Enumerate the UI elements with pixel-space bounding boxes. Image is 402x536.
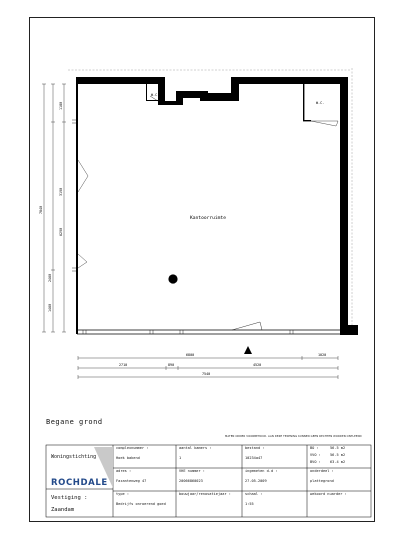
- rochdale-logo: ROCHDALE: [51, 478, 108, 488]
- wekoord-label: wekoord nuarder :: [310, 492, 347, 496]
- column: [168, 274, 177, 283]
- adres-value: Fazantenweg 47: [116, 479, 147, 483]
- adres-label: adres :: [116, 469, 132, 473]
- window-marks: [83, 330, 293, 334]
- dim-bottom-5: 4520: [253, 363, 262, 367]
- entrance-door: [232, 322, 262, 330]
- dim-left-4: 2460: [48, 273, 52, 282]
- left-wall: [76, 84, 78, 334]
- entrance-arrow-icon: [244, 346, 252, 354]
- onderdeel-label: onderdeel :: [310, 469, 334, 473]
- wc-right-door: [311, 121, 338, 126]
- vvo-label: VVO :: [310, 453, 321, 457]
- corner-block: [340, 325, 358, 335]
- ingemeten-value: 27-05-2009: [245, 479, 267, 483]
- wc-left-wall: [146, 100, 158, 101]
- type-label: type :: [116, 492, 129, 496]
- left-dimension-lines: [42, 84, 66, 332]
- right-wall: [340, 77, 348, 329]
- aantal-kamers-label: aantal kamers :: [179, 446, 212, 450]
- disclaimer: MATEN ONDER VOORBEHOUD. AAN DEZE TEKENING KUNNEN GEEN RECHTEN WORDEN ONTLEEND: [225, 435, 362, 438]
- vestiging-label: Vestiging :: [51, 495, 88, 501]
- wc-right-label: W.C.: [316, 101, 325, 105]
- dim-left-2: 3190: [59, 187, 63, 196]
- left-door-swing: [78, 160, 88, 192]
- vhe-value: 20066860023: [179, 479, 203, 483]
- complexnummer-value: Hoek bakend: [116, 456, 140, 460]
- dim-bottom-1: 6800: [186, 353, 195, 357]
- type-value: Bedrijfs onroerend goed: [116, 502, 166, 506]
- dim-left-5: 1460: [48, 303, 52, 312]
- dim-left-6: 7840: [39, 205, 43, 214]
- wc-right-wall: [303, 84, 304, 121]
- room-label: Kantoorruimte: [190, 216, 226, 221]
- wc-left-label: W.C.: [151, 93, 160, 97]
- bo-value: 56.5 m2: [330, 446, 346, 450]
- schaal-value: 1:55: [245, 502, 254, 506]
- onderdeel-value: plattegrond: [310, 479, 334, 483]
- bvo-value: 63.4 m2: [330, 460, 346, 464]
- wc-right-wall: [303, 120, 311, 121]
- dim-bottom-4: 890: [168, 363, 175, 367]
- dim-bottom-2: 1020: [318, 353, 327, 357]
- top-wall: [76, 77, 342, 105]
- bestand-label: bestand :: [245, 446, 265, 450]
- left-door-swing: [78, 254, 87, 268]
- wc-left-wall: [146, 84, 147, 101]
- company-name: Woningstichting: [51, 454, 97, 460]
- drawing-title: Begane grond: [46, 418, 103, 426]
- bestand-value: 10234a47: [245, 456, 263, 460]
- complexnummer-label: complexnummer :: [116, 446, 149, 450]
- bouwjaar-label: bouwjaar/renovatiejaar :: [179, 492, 231, 496]
- dim-left-1: 1180: [59, 101, 63, 110]
- dim-bottom-3: 2710: [119, 363, 128, 367]
- titleblock: [46, 445, 371, 517]
- aantal-kamers-value: 1: [179, 456, 182, 460]
- dim-bottom-6: 7540: [202, 372, 211, 376]
- vestiging-value: Zaandam: [51, 507, 75, 513]
- vhe-label: VHE nummer :: [179, 469, 205, 473]
- ingemeten-label: ingemeten d.d :: [245, 469, 278, 473]
- bo-label: BO :: [310, 446, 319, 450]
- dim-left-3: 6290: [59, 227, 63, 236]
- vvo-value: 56.5 m2: [330, 453, 346, 457]
- bvo-label: BVO :: [310, 460, 321, 464]
- schaal-label: schaal :: [245, 492, 263, 496]
